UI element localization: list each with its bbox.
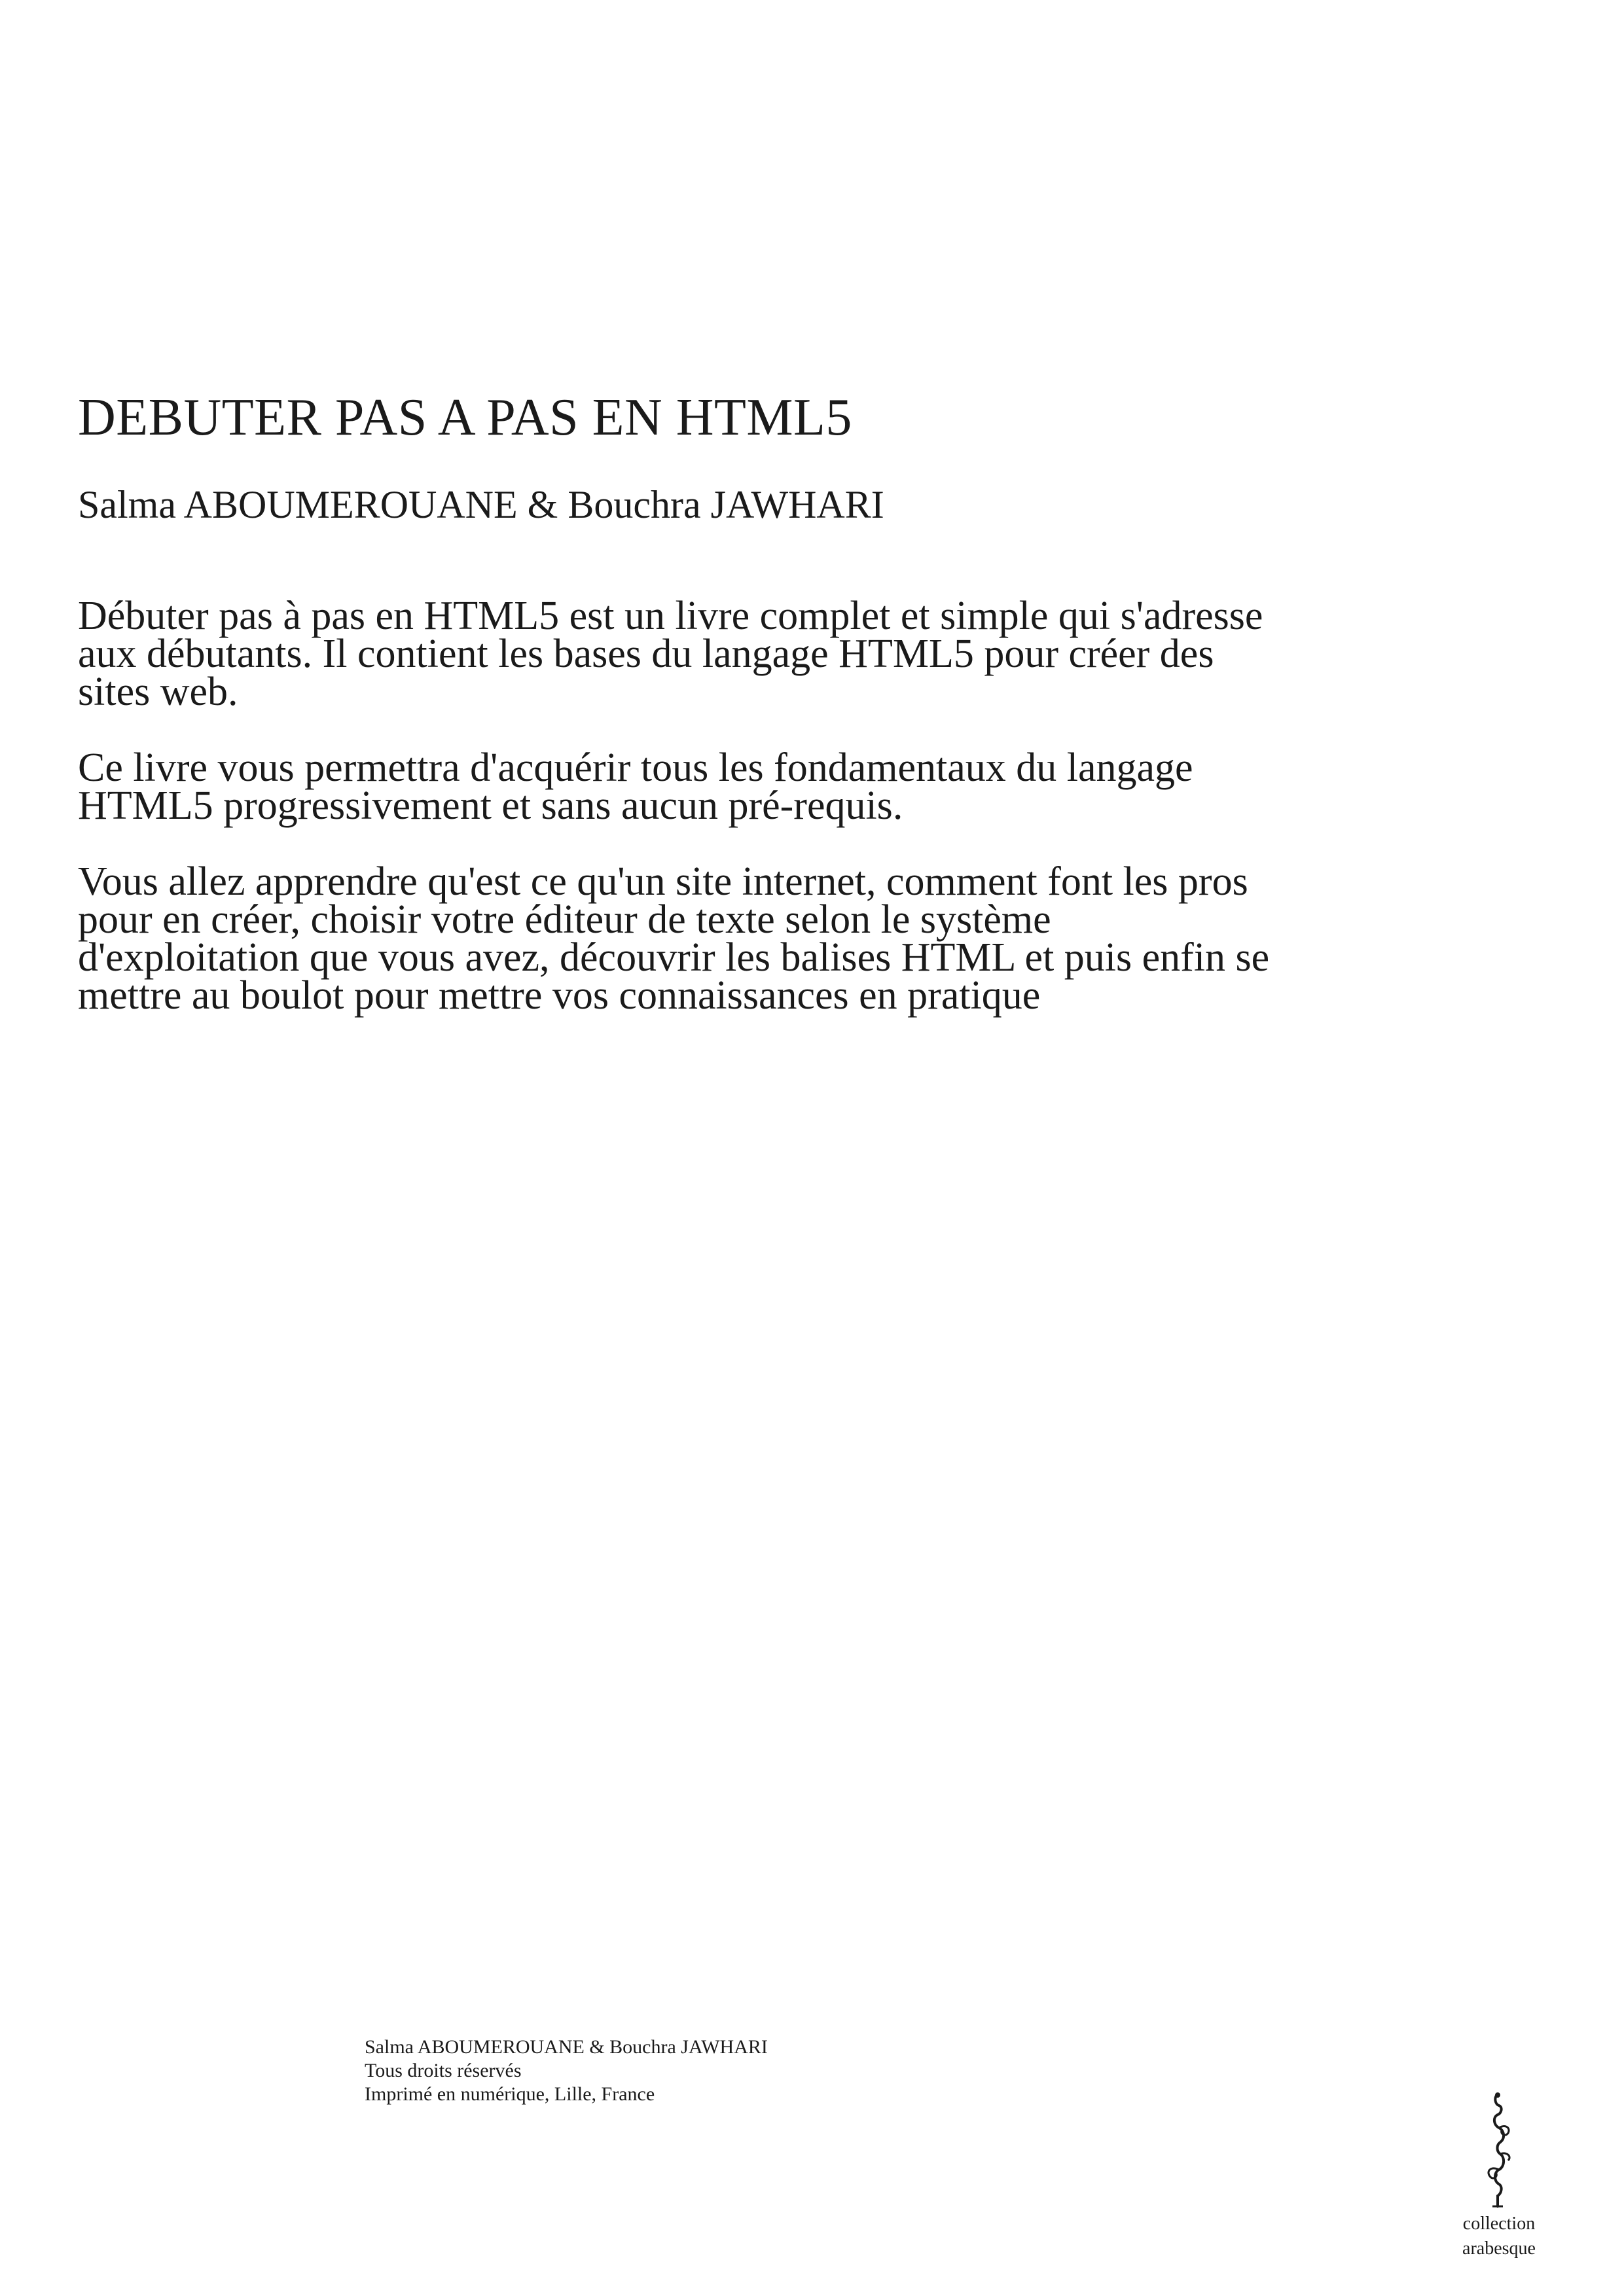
book-blurb [78,594,1276,1052]
book-authors: Salma ABOUMEROUANE & Bouchra JAWHARI [78,483,884,526]
publisher-logo [1447,2091,1551,2259]
imprint-notice [365,2036,768,2106]
imprint-printed: Imprimé en numérique, Lille, France [365,2083,655,2105]
imprint-authors: Salma ABOUMEROUANE & Bouchra JAWHARI [365,2036,768,2058]
publisher-name-line1: collection [1462,2214,1536,2234]
book-title: DEBUTER PAS A PAS EN HTML5 [78,389,852,446]
blurb-paragraph: Débuter pas à pas en HTML5 est un livre complet et simple qui s'adresse aux débutants. Il contient les bases du langage HTML5 pour créer des sites web. [78,594,1263,714]
publisher-name-line2: arabesque [1462,2238,1536,2259]
arabesque-ornament-icon [1479,2091,1519,2209]
imprint-rights: Tous droits réservés [365,2060,522,2081]
blurb-paragraph: Vous allez apprendre qu'est ce qu'un site internet, comment font les pros pour en créer, choisir votre éditeur de texte selon le système d'exploitation que vous avez, découvrir les balises HTML et puis enfin se mettre au boulot pour mettre vos connaissances en pratique [78,859,1270,1018]
blurb-paragraph: Ce livre vous permettra d'acquérir tous les fondamentaux du langage HTML5 progressivement et sans aucun pré-requis. [78,745,1193,828]
